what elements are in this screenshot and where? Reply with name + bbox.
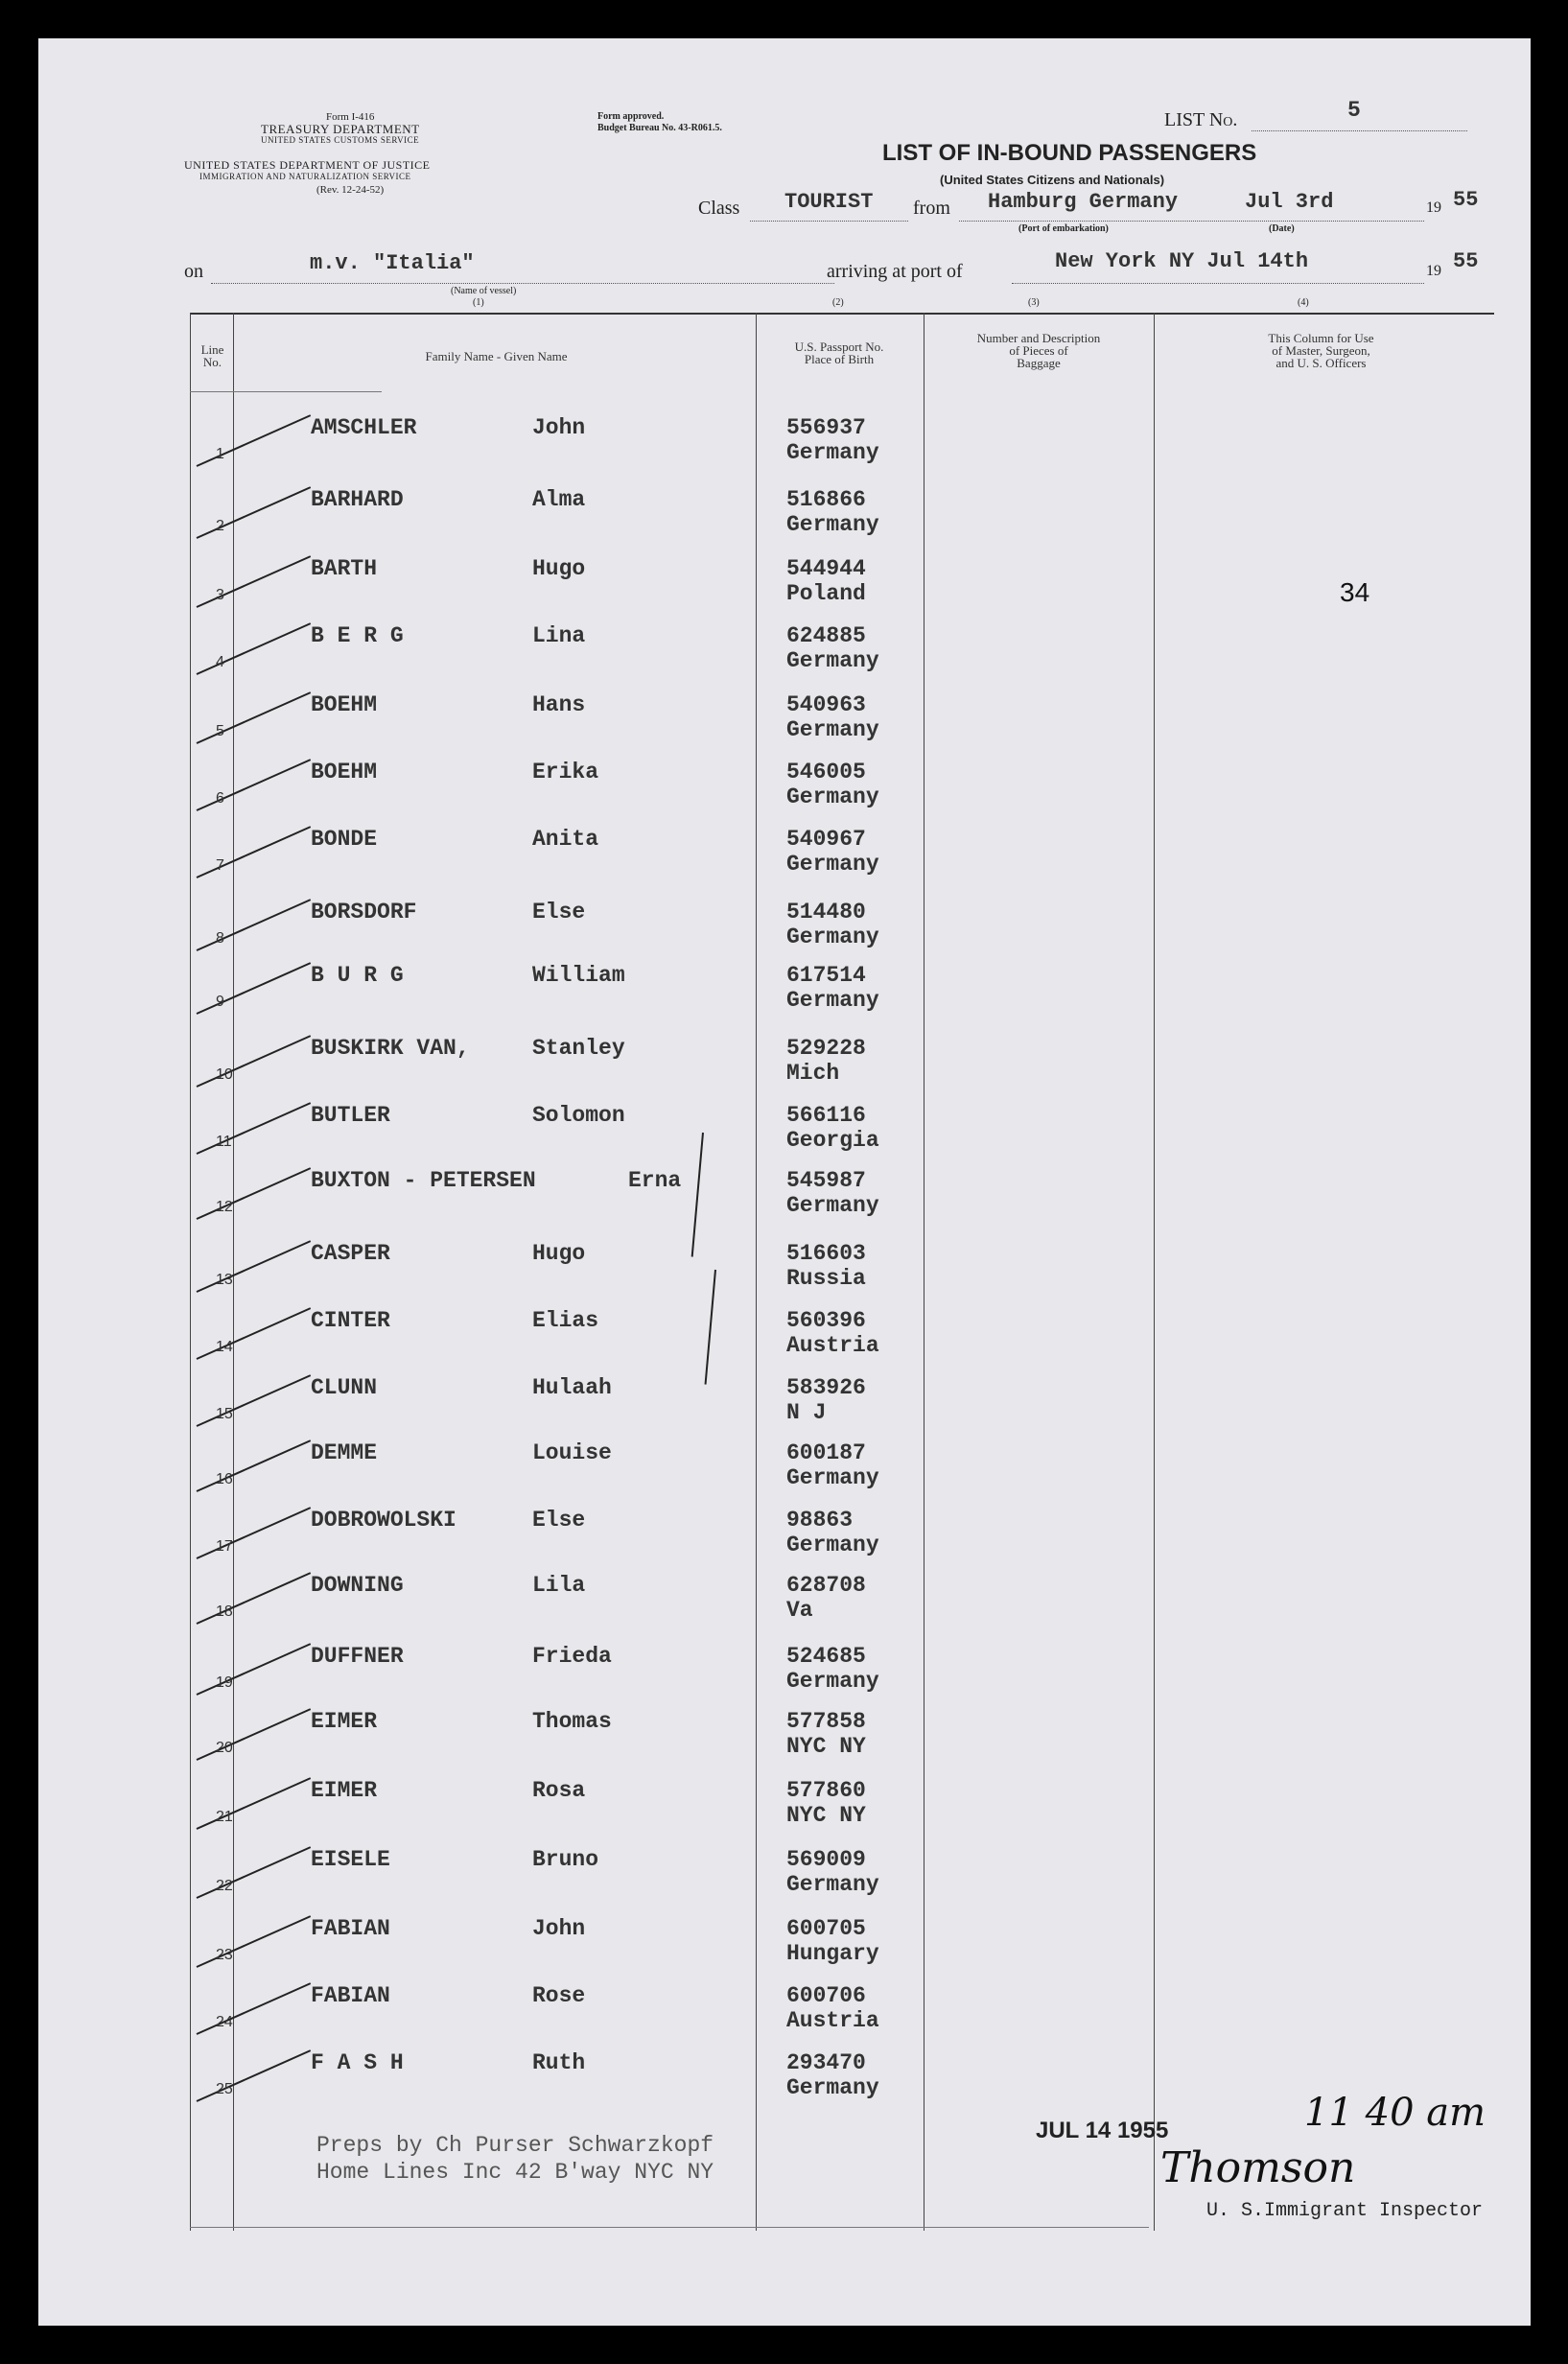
check-tick [197, 1507, 312, 1559]
given-name: John [532, 1916, 586, 1941]
check-tick [197, 691, 312, 744]
check-tick [197, 1035, 312, 1088]
class-value: TOURIST [784, 190, 874, 214]
family-name: BORSDORF [311, 900, 417, 925]
passport-number: 600705 [786, 1916, 866, 1941]
given-name: Thomas [532, 1709, 612, 1734]
customs-service: UNITED STATES CUSTOMS SERVICE [261, 135, 420, 145]
line-number: 22 [216, 1878, 233, 1894]
passport-number: 583926 [786, 1375, 866, 1400]
passport-number: 624885 [786, 623, 866, 648]
given-name: Ruth [532, 2050, 586, 2075]
form-page [38, 38, 1531, 2326]
passport-number: 577860 [786, 1778, 866, 1803]
passport-number: 569009 [786, 1847, 866, 1872]
table-row [38, 406, 1531, 473]
col-header-name: Family Name - Given Name [425, 349, 568, 363]
year-prefix: 19 [1426, 199, 1441, 216]
place-of-birth: Germany [786, 1872, 879, 1897]
line-number: 13 [216, 1272, 233, 1288]
from-value: Hamburg Germany [988, 190, 1179, 214]
family-name: BARTH [311, 556, 378, 581]
line-number: 16 [216, 1471, 233, 1487]
check-tick [197, 1643, 312, 1696]
place-of-birth: Germany [786, 1669, 879, 1694]
check-tick [197, 962, 312, 1015]
given-name: Bruno [532, 1847, 599, 1872]
family-name: BUSKIRK VAN, [311, 1036, 470, 1061]
list-no-line [1252, 130, 1467, 131]
passport-number: 566116 [786, 1103, 866, 1128]
place-of-birth: NYC NY [786, 1803, 866, 1828]
line-number: 18 [216, 1603, 233, 1620]
passport-number: 600187 [786, 1440, 866, 1465]
check-tick [197, 759, 312, 811]
place-of-birth: Mich [786, 1061, 840, 1086]
check-tick [197, 1102, 312, 1155]
family-name: BONDE [311, 827, 378, 852]
given-name: Hans [532, 692, 586, 717]
table-row [38, 1431, 1531, 1498]
table-row [38, 547, 1531, 614]
family-name: B U R G [311, 963, 404, 988]
given-name: Erna [628, 1168, 682, 1193]
table-row [38, 1699, 1531, 1767]
family-name: DOBROWOLSKI [311, 1508, 456, 1533]
check-tick [197, 1240, 312, 1293]
passport-number: 617514 [786, 963, 866, 988]
place-of-birth: Germany [786, 2075, 879, 2100]
place-of-birth: Germany [786, 512, 879, 537]
line-number: 10 [216, 1066, 233, 1083]
family-name: EIMER [311, 1778, 378, 1803]
family-name: BARHARD [311, 487, 404, 512]
port-caption: (Port of embarkation) [1018, 223, 1109, 234]
family-name: DEMME [311, 1440, 378, 1465]
line-number: 8 [216, 930, 224, 947]
family-name: FABIAN [311, 1916, 390, 1941]
line-number: 1 [216, 446, 224, 462]
col-header-line-no: Line No. [200, 342, 224, 369]
year-value: 55 [1453, 188, 1479, 212]
check-tick [197, 1572, 312, 1625]
passport-number: 540963 [786, 692, 866, 717]
check-tick [197, 414, 312, 467]
given-name: Hugo [532, 556, 586, 581]
table-row [38, 1907, 1531, 1974]
given-name: Else [532, 900, 586, 925]
family-name: B E R G [311, 623, 404, 648]
date-caption: (Date) [1269, 223, 1295, 234]
family-name: BOEHM [311, 760, 378, 784]
given-name: Anita [532, 827, 599, 852]
arriving-label: arriving at port of [827, 261, 963, 282]
from-label: from [913, 198, 950, 219]
table-row [38, 1026, 1531, 1093]
check-tick [197, 1307, 312, 1360]
place-of-birth: Germany [786, 440, 879, 465]
ins-service: IMMIGRATION AND NATURALIZATION SERVICE [199, 172, 411, 181]
table-row [38, 890, 1531, 957]
table-row [38, 683, 1531, 750]
family-name: BUXTON - PETERSEN [311, 1168, 536, 1193]
class-line [750, 221, 908, 222]
check-tick [197, 622, 312, 675]
given-name: Hulaah [532, 1375, 612, 1400]
table-row [38, 1837, 1531, 1905]
line-number: 11 [216, 1134, 232, 1150]
table-row [38, 1634, 1531, 1701]
prepared-by: Preps by Ch Purser Schwarzkopf [316, 2133, 714, 2158]
line-number: 20 [216, 1740, 233, 1756]
check-tick [197, 1167, 312, 1220]
budget-bureau: Budget Bureau No. 43-R061.5. [597, 123, 722, 133]
passport-number: 293470 [786, 2050, 866, 2075]
revision: (Rev. 12-24-52) [316, 184, 385, 196]
on-label: on [184, 261, 203, 282]
family-name: FABIAN [311, 1983, 390, 2008]
given-name: Hugo [532, 1241, 586, 1266]
place-of-birth: Germany [786, 648, 879, 673]
line-number: 6 [216, 790, 224, 807]
col-3-caption: (3) [1028, 297, 1040, 308]
family-name: CLUNN [311, 1375, 378, 1400]
table-bottom-rule [190, 2227, 1149, 2228]
place-of-birth: Germany [786, 1193, 879, 1218]
table-row [38, 1159, 1531, 1226]
table-row [38, 750, 1531, 817]
place-of-birth: Germany [786, 852, 879, 877]
arrival-year-prefix: 19 [1426, 263, 1441, 279]
table-row [38, 1093, 1531, 1160]
line-number: 21 [216, 1809, 233, 1825]
vessel-value: m.v. "Italia" [310, 251, 475, 275]
table-row [38, 817, 1531, 884]
family-name: DOWNING [311, 1573, 404, 1598]
from-line [959, 221, 1424, 222]
list-no-value: 5 [1347, 98, 1361, 123]
place-of-birth: Germany [786, 784, 879, 809]
given-name: Louise [532, 1440, 612, 1465]
table-row [38, 1231, 1531, 1299]
family-name: CASPER [311, 1241, 390, 1266]
passport-number: 600706 [786, 1983, 866, 2008]
place-of-birth: Russia [786, 1266, 866, 1291]
treasury-dept: TREASURY DEPARTMENT [261, 122, 420, 136]
given-name: William [532, 963, 625, 988]
line-number: 9 [216, 994, 224, 1010]
table-row [38, 1563, 1531, 1630]
col-4-caption: (4) [1298, 297, 1309, 308]
place-of-birth: N J [786, 1400, 827, 1425]
table-row [38, 614, 1531, 681]
line-number: 25 [216, 2081, 233, 2097]
passport-number: 577858 [786, 1709, 866, 1734]
passport-number: 545987 [786, 1168, 866, 1193]
table-row [38, 1366, 1531, 1433]
passport-number: 514480 [786, 900, 866, 925]
passport-number: 516603 [786, 1241, 866, 1266]
given-name: Alma [532, 487, 586, 512]
given-name: Else [532, 1508, 586, 1533]
check-tick [197, 486, 312, 539]
company-address: Home Lines Inc 42 B'way NYC NY [316, 2160, 714, 2185]
family-name: F A S H [311, 2050, 404, 2075]
passport-number: 516866 [786, 487, 866, 512]
col-2-caption: (2) [832, 297, 844, 308]
time-handwritten: 11 40 am [1304, 2091, 1486, 2135]
place-of-birth: Hungary [786, 1941, 879, 1966]
family-name: CINTER [311, 1308, 390, 1333]
officer-annotation: 34 [1340, 577, 1370, 607]
line-number: 12 [216, 1199, 233, 1215]
passport-number: 98863 [786, 1508, 854, 1533]
form-approved: Form approved. [597, 111, 665, 122]
check-tick [197, 1708, 312, 1761]
given-name: Lina [532, 623, 586, 648]
line-number: 7 [216, 857, 224, 874]
check-tick [197, 1915, 312, 1968]
table-row [38, 1974, 1531, 2041]
check-tick [197, 1846, 312, 1899]
col-header-passport: U.S. Passport No. Place of Birth [794, 339, 884, 366]
table-top-rule [190, 313, 1494, 315]
place-of-birth: Germany [786, 717, 879, 742]
page-title: LIST OF IN-BOUND PASSENGERS [882, 140, 1257, 166]
arrival-stamp: JUL 14 1955 [1036, 2118, 1169, 2143]
check-tick [197, 826, 312, 878]
check-tick [197, 1374, 312, 1427]
arrival-line [1012, 283, 1424, 284]
line-number: 4 [216, 654, 224, 670]
place-of-birth: Georgia [786, 1128, 879, 1153]
family-name: EISELE [311, 1847, 390, 1872]
passport-number: 540967 [786, 827, 866, 852]
place-of-birth: Austria [786, 1333, 879, 1358]
given-name: Rose [532, 1983, 586, 2008]
given-name: Solomon [532, 1103, 625, 1128]
line-number: 2 [216, 518, 224, 534]
passport-number: 524685 [786, 1644, 866, 1669]
check-tick [197, 1982, 312, 2035]
check-tick [197, 899, 312, 951]
inspector-signature: Thomson [1160, 2143, 1356, 2192]
passport-number: 544944 [786, 556, 866, 581]
departure-date: Jul 3rd [1245, 190, 1334, 214]
check-tick [197, 2049, 312, 2102]
place-of-birth: NYC NY [786, 1734, 866, 1759]
table-row [38, 1299, 1531, 1366]
class-label: Class [698, 198, 740, 219]
inspector-title: U. S.Immigrant Inspector [1206, 2200, 1484, 2222]
line-number: 17 [216, 1538, 233, 1555]
page-subtitle: (United States Citizens and Nationals) [940, 173, 1165, 187]
given-name: Erika [532, 760, 599, 784]
place-of-birth: Austria [786, 2008, 879, 2033]
vessel-line [211, 283, 834, 284]
given-name: John [532, 415, 586, 440]
line-number: 19 [216, 1674, 233, 1691]
family-name: BUTLER [311, 1103, 390, 1128]
passport-number: 556937 [786, 415, 866, 440]
table-row [38, 953, 1531, 1020]
col-1-caption: (1) [473, 297, 484, 308]
header-bottom-rule [190, 391, 382, 392]
col-header-officers: This Column for Use of Master, Surgeon, and U. S. Officers [1268, 331, 1374, 370]
place-of-birth: Germany [786, 1465, 879, 1490]
passport-number: 628708 [786, 1573, 866, 1598]
justice-dept: UNITED STATES DEPARTMENT OF JUSTICE [184, 158, 431, 172]
family-name: BOEHM [311, 692, 378, 717]
passport-number: 560396 [786, 1308, 866, 1333]
line-number: 3 [216, 587, 224, 603]
place-of-birth: Germany [786, 925, 879, 949]
arrival-value: New York NY Jul 14th [1055, 249, 1309, 273]
passport-number: 529228 [786, 1036, 866, 1061]
line-number: 14 [216, 1339, 233, 1355]
given-name: Frieda [532, 1644, 612, 1669]
passport-number: 546005 [786, 760, 866, 784]
form-number: Form I-416 [326, 111, 375, 123]
col-header-baggage: Number and Description of Pieces of Baggage [976, 331, 1101, 370]
vessel-caption: (Name of vessel) [451, 286, 517, 296]
check-tick [197, 1777, 312, 1830]
place-of-birth: Va [786, 1598, 813, 1623]
place-of-birth: Poland [786, 581, 866, 606]
place-of-birth: Germany [786, 1533, 879, 1557]
line-number: 5 [216, 723, 224, 739]
table-row [38, 1498, 1531, 1565]
place-of-birth: Germany [786, 988, 879, 1013]
family-name: EIMER [311, 1709, 378, 1734]
given-name: Lila [532, 1573, 586, 1598]
line-number: 15 [216, 1406, 233, 1422]
list-no-label: LIST No. [1164, 109, 1238, 130]
check-tick [197, 555, 312, 608]
family-name: DUFFNER [311, 1644, 404, 1669]
arrival-year-value: 55 [1453, 249, 1479, 273]
given-name: Stanley [532, 1036, 625, 1061]
given-name: Elias [532, 1308, 599, 1333]
check-tick [197, 1439, 312, 1492]
table-row [38, 478, 1531, 545]
family-name: AMSCHLER [311, 415, 417, 440]
given-name: Rosa [532, 1778, 586, 1803]
line-number: 24 [216, 2014, 233, 2030]
table-row [38, 1768, 1531, 1836]
line-number: 23 [216, 1947, 233, 1963]
